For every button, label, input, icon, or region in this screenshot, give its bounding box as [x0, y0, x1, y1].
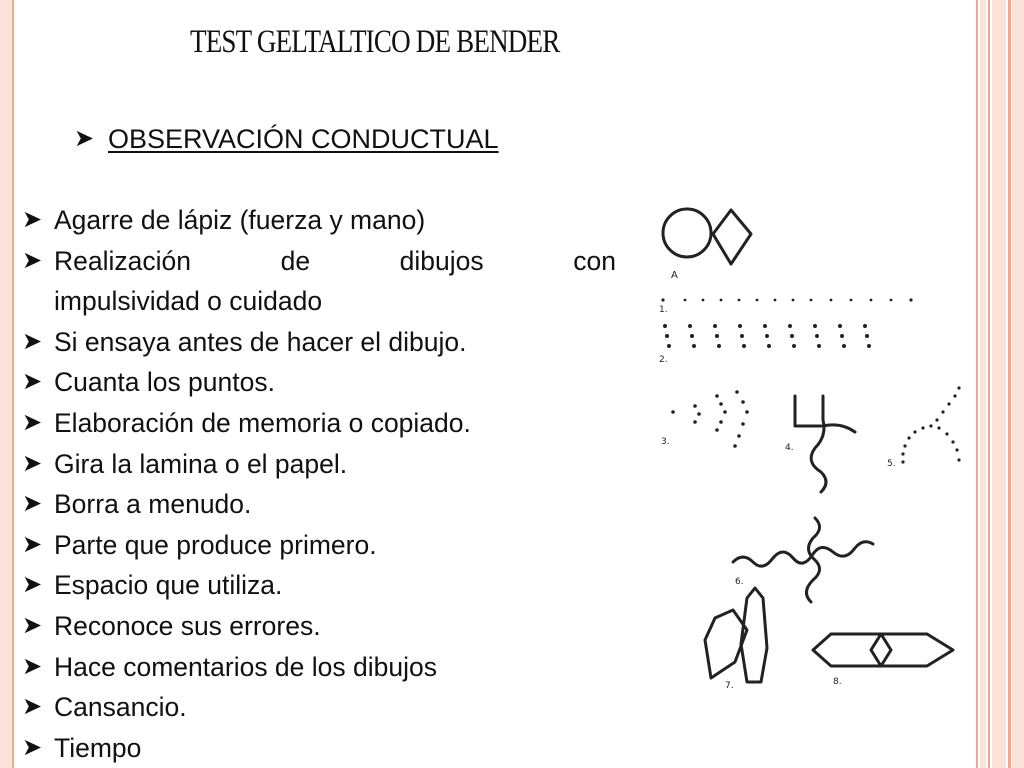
bender-gestalt-figures — [655, 200, 975, 700]
list-item-text: Realización de dibujos con — [54, 245, 616, 276]
arrow-bullet-icon: ➤ — [22, 693, 43, 721]
arrow-bullet-icon: ➤ — [22, 449, 43, 477]
list-item-text: Si ensaya antes de hacer el dibujo. — [54, 326, 467, 357]
arrow-bullet-icon: ➤ — [22, 733, 43, 761]
arrow-bullet-icon: ➤ — [22, 368, 43, 396]
left-border-line — [12, 0, 14, 768]
list-item — [22, 322, 616, 363]
figure-label: 2. — [659, 355, 668, 365]
list-item — [22, 484, 616, 525]
list-item — [22, 241, 616, 322]
right-border-stripe — [1012, 0, 1024, 768]
list-item-text: Hace comentarios de los dibujos — [54, 651, 437, 682]
figure-3 — [661, 390, 749, 448]
figure-label: 7. — [725, 681, 734, 691]
section-heading — [74, 124, 499, 155]
arrow-bullet-icon: ➤ — [74, 125, 95, 152]
list-item-text: Borra a menudo. — [54, 489, 252, 520]
right-border-stripe — [992, 0, 1006, 768]
figure-8 — [813, 634, 953, 687]
list-item — [22, 444, 616, 485]
figure-a-diamond — [713, 210, 751, 264]
arrow-bullet-icon: ➤ — [22, 611, 43, 639]
arrow-bullet-icon: ➤ — [22, 652, 43, 680]
figure-a-circle — [663, 209, 711, 257]
list-item-text: Tiempo — [54, 732, 142, 763]
list-item-text: Gira la lamina o el papel. — [54, 448, 348, 479]
figure-5 — [887, 386, 961, 469]
arrow-bullet-icon: ➤ — [22, 408, 43, 436]
list-item-text: Elaboración de memoria o copiado. — [54, 407, 471, 438]
list-item — [22, 728, 616, 768]
list-item-text: Cansancio. — [54, 692, 187, 723]
arrow-bullet-icon: ➤ — [22, 327, 43, 355]
observation-list — [22, 200, 616, 768]
list-item — [22, 687, 616, 728]
list-item — [22, 565, 616, 606]
figure-label: 1. — [659, 305, 668, 315]
slide-title: TEST GELTALTICO DE BENDER — [190, 24, 560, 60]
list-item-text: Agarre de lápiz (fuerza y mano) — [54, 205, 426, 235]
list-item-text: Cuanta los puntos. — [54, 367, 275, 398]
list-item-text: Parte que produce primero. — [54, 529, 377, 560]
list-item — [22, 647, 616, 688]
arrow-bullet-icon: ➤ — [22, 206, 43, 233]
section-heading-text: OBSERVACIÓN CONDUCTUAL — [108, 124, 499, 154]
right-border-stripe — [976, 0, 978, 768]
list-item-text: Espacio que utiliza. — [54, 570, 283, 601]
figure-label: 6. — [735, 577, 744, 587]
list-item — [22, 362, 616, 403]
arrow-bullet-icon: ➤ — [22, 530, 43, 558]
left-border — [0, 0, 12, 768]
right-border-stripe — [980, 0, 986, 768]
figure-label: 3. — [661, 437, 670, 447]
figure-4 — [785, 396, 855, 492]
figure-2 — [659, 324, 871, 365]
list-item-text: Reconoce sus errores. — [54, 610, 321, 641]
figure-label: 4. — [785, 443, 794, 453]
figure-1 — [659, 298, 913, 315]
figure-label: A — [671, 270, 678, 281]
arrow-bullet-icon: ➤ — [22, 246, 43, 274]
right-border-stripe — [1008, 0, 1011, 768]
list-item — [22, 200, 616, 241]
figure-7 — [705, 588, 767, 691]
list-item-text-continued: impulsividad o cuidado — [54, 286, 323, 317]
right-border-stripe — [988, 0, 990, 768]
arrow-bullet-icon: ➤ — [22, 490, 43, 518]
arrow-bullet-icon: ➤ — [22, 571, 43, 599]
figure-label: 8. — [833, 677, 842, 687]
list-item — [22, 525, 616, 566]
figure-label: 5. — [887, 459, 896, 469]
list-item — [22, 403, 616, 444]
list-item — [22, 606, 616, 647]
figure-a — [663, 209, 751, 281]
